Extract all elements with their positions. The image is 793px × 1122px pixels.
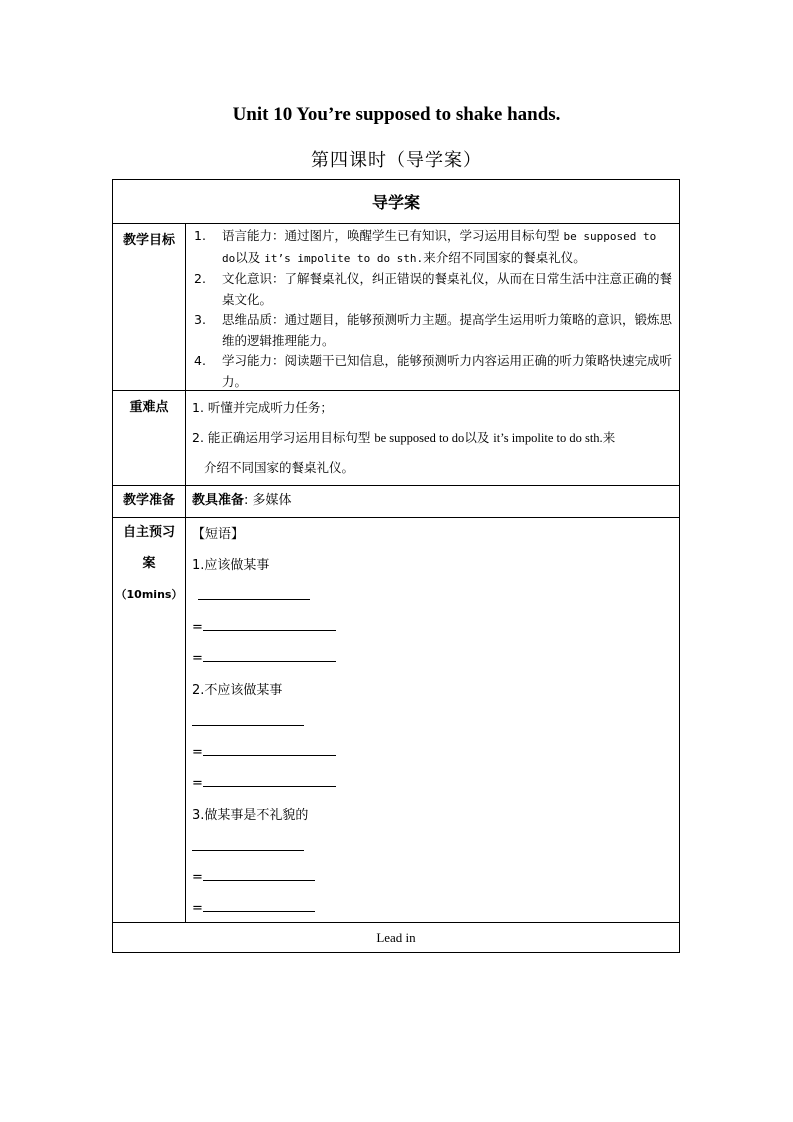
question-3: 3.做某事是不礼貌的: [192, 808, 309, 823]
column-divider: [185, 223, 186, 922]
answer-blank[interactable]: [192, 713, 304, 730]
objectives-label: 教学目标: [122, 233, 175, 248]
answer-blank[interactable]: =: [192, 774, 336, 791]
section-heading: 【短语】: [192, 527, 245, 542]
answer-blank[interactable]: =: [192, 743, 336, 760]
row-divider: [113, 517, 679, 518]
question-1: 1.应该做某事: [192, 558, 270, 573]
answer-blank[interactable]: [198, 587, 310, 604]
question-2: 2.不应该做某事: [192, 683, 283, 698]
row-divider: [113, 485, 679, 486]
list-item: 1. 语言能力：通过图片，唤醒学生已有知识，学习运用目标句型 be supposed to do以及 it’s impolite to do sth.来介绍不同国家的餐桌礼仪。: [194, 228, 657, 265]
list-item: 4. 学习能力：阅读题干已知信息，能够预测听力内容运用正确的听力策略快速完成听力。: [194, 353, 673, 389]
row-divider: [113, 223, 679, 224]
lead-in-heading: Lead in: [376, 930, 416, 945]
list-item: 2. 文化意识：了解餐桌礼仪，纠正错误的餐桌礼仪，从而在日常生活中注意正确的餐桌文化。: [194, 271, 673, 307]
list-item: 3. 思维品质：通过题目，能够预测听力主题。提高学生运用听力策略的意识，锻炼思维的逻辑推理能力。: [194, 312, 673, 348]
table-heading: 导学案: [371, 193, 420, 212]
answer-blank[interactable]: =: [192, 649, 336, 666]
answer-blank[interactable]: =: [192, 899, 315, 916]
answer-blank[interactable]: [192, 838, 304, 855]
preparation-content: 教具准备: 多媒体: [192, 493, 292, 508]
answer-blank[interactable]: =: [192, 868, 315, 885]
difficulties-content: 1. 听懂并完成听力任务； 2. 能正确运用学习运用目标句型 be supposed to do以及 it’s impolite to do sth.来 介绍不同国家的餐桌礼仪。: [192, 400, 616, 475]
difficulties-label: 重难点: [129, 400, 169, 415]
page-title: Unit 10 You’re supposed to shake hands.: [232, 104, 561, 125]
page-subtitle: 第四课时（导学案）: [311, 150, 482, 171]
preparation-label: 教学准备: [122, 493, 175, 508]
answer-blank[interactable]: =: [192, 618, 336, 635]
objectives-list: [192, 226, 673, 392]
preview-label: 自主预习 案 （10mins）: [115, 525, 183, 601]
lesson-plan-table: [112, 179, 680, 953]
